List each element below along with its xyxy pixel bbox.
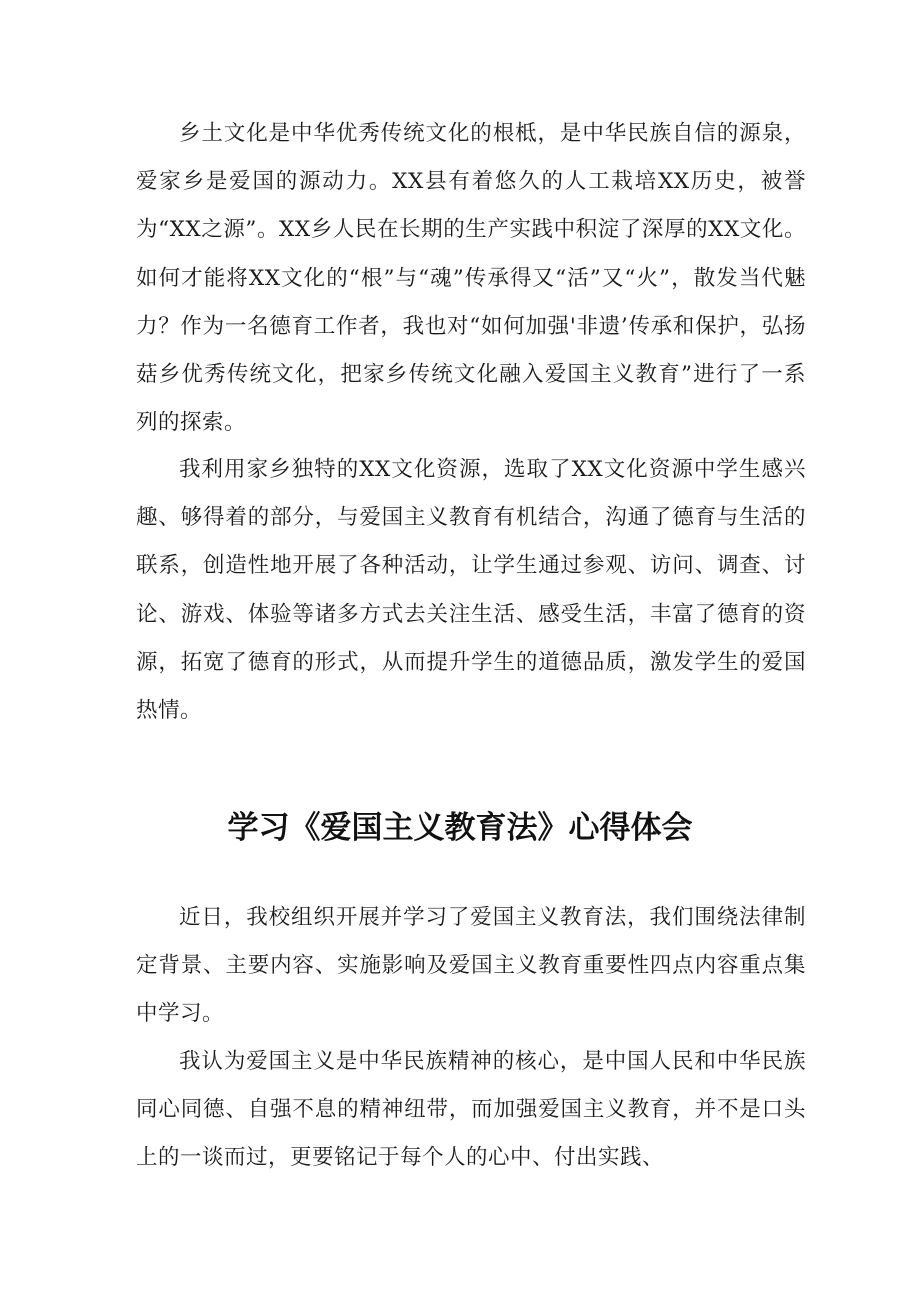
body-paragraph: 乡土文化是中华优秀传统文化的根柢，是中华民族自信的源泉，爱家乡是爱国的源动力。XX县有着悠久的人工栽培XX历史，被誉为“XX之源”。XX乡人民在长期的生产实践中积淀了深厚的XX文化。如何才能将XX文化的“根”与“魂”传承得又“活”又“火”，散发当代魅力？作为一名德育工作者，我也对“如何加强'非遗’传承和保护，弘扬菇乡优秀传统文化，把家乡传统文化融入爱国主义教育”进行了一系列的探索。 [136,121,806,436]
body-paragraph: 我利用家乡独特的XX文化资源，选取了XX文化资源中学生感兴趣、够得着的部分，与爱国主义教育有机结合，沟通了德育与生活的联系，创造性地开展了各种活动，让学生通过参观、访问、调查、讨论、游戏、体验等诸多方式去关注生活、感受生活，丰富了德育的资源，拓宽了德育的形式，从而提升学生的道德品质，激发学生的爱国热情。 [136,457,806,724]
body-paragraph: 我认为爱国主义是中华民族精神的核心，是中国人民和中华民族同心同德、自强不息的精神纽带，而加强爱国主义教育，并不是口头上的一谈而过，更要铭记于每个人的心中、付出实践、 [136,1049,806,1171]
section-title: 学习《爱国主义教育法》心得体会 [227,810,693,846]
body-paragraph: 近日，我校组织开展并学习了爱国主义教育法，我们围绕法律制定背景、主要内容、实施影响及爱国主义教育重要性四点内容重点集中学习。 [136,905,806,1027]
